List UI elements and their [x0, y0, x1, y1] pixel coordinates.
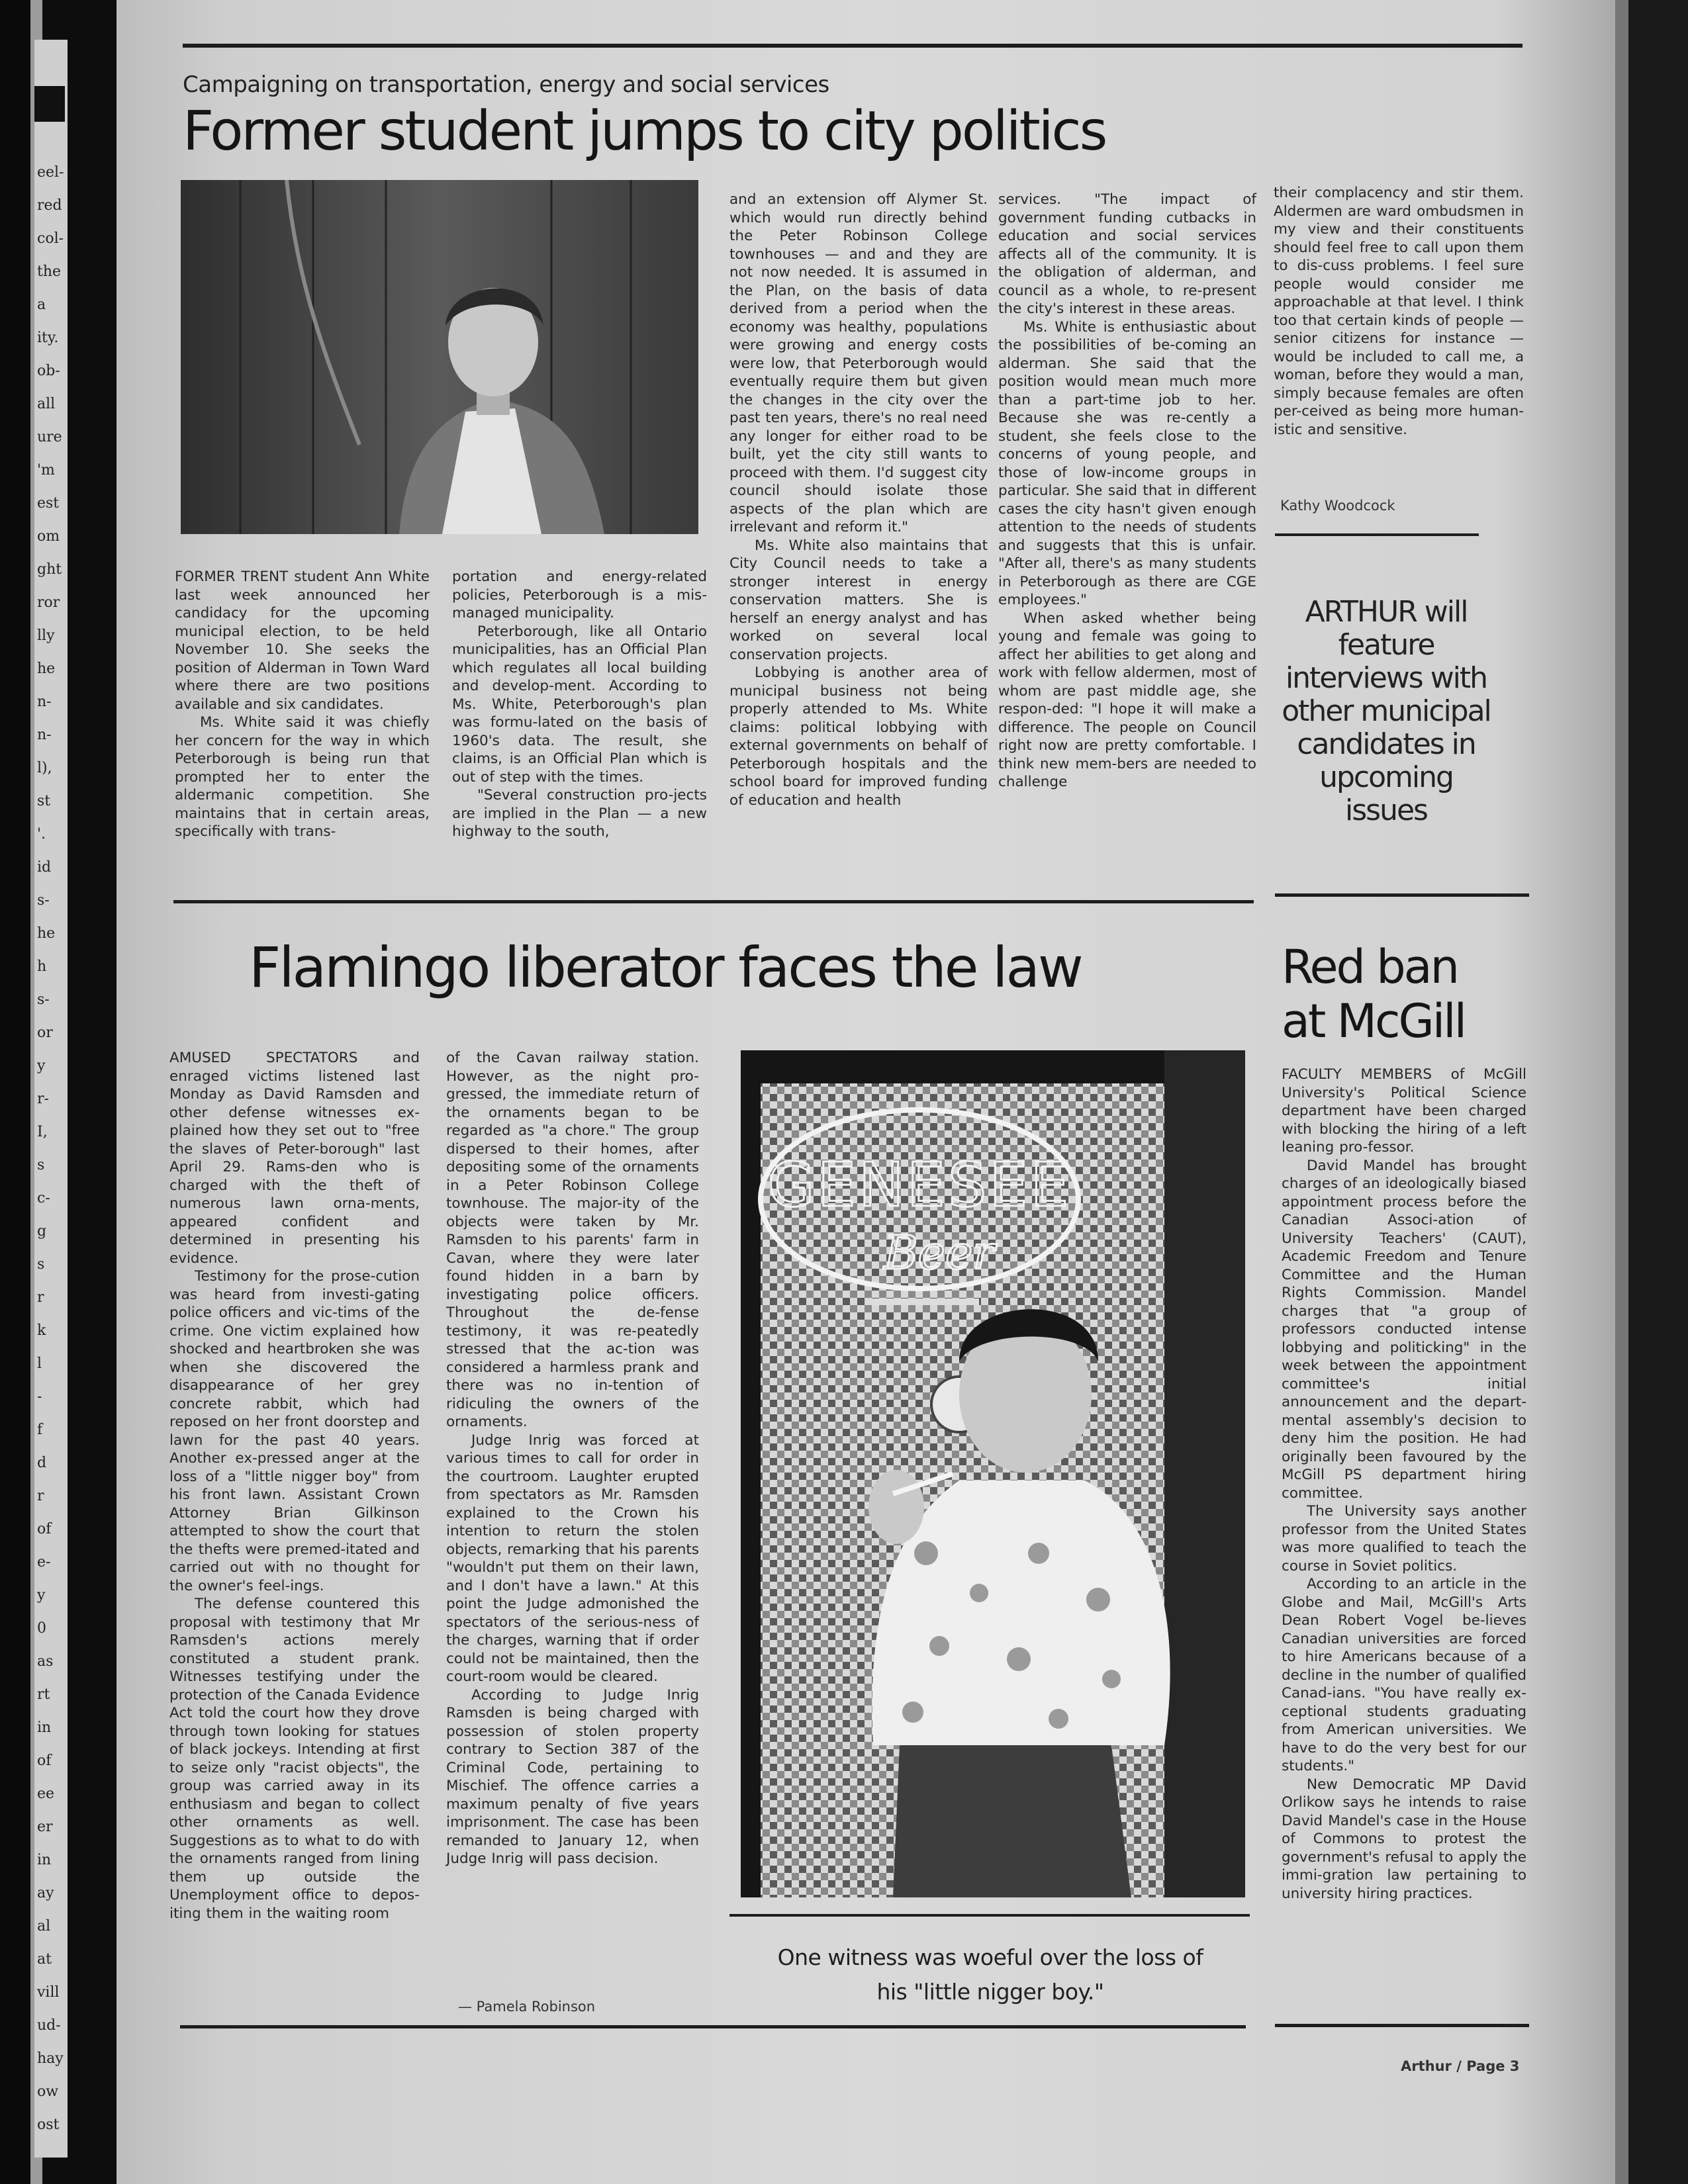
- previous-page-fragment: red: [37, 197, 62, 214]
- previous-page-fragment: ght: [37, 561, 62, 578]
- paragraph: FACULTY MEMBERS of McGill University's Political Science department have been charged with blocking the hiring of a left leaning pro-fessor.: [1282, 1066, 1526, 1156]
- previous-page-fragment: he: [37, 925, 56, 942]
- paragraph: According to an article in the Globe and Mail, McGill's Arts Dean Robert Vogel be-lieves Canadian universities are forced to hire Americans because of a decline in the number of qualified Canad-ians. "You have really ex-ceptional students graduating from American universities. We have to do the very best for our students.": [1282, 1576, 1526, 1774]
- bottom-rule-left: [180, 2025, 1246, 2028]
- mcgill-headline-line-2: at McGill: [1282, 994, 1466, 1048]
- previous-page-fragment: I,: [37, 1124, 48, 1140]
- story-headline: Former student jumps to city politics: [183, 100, 1106, 163]
- previous-page-fragment: l: [37, 1355, 42, 1372]
- paragraph: Ms. White is enthusiastic about the possibilities of be-coming an alderman. She said that the position would mean much more than a part-time job to her. Because she was re-cently a student, she feels close to the concerns of young people, and those of low-income groups in particular. She said that in different cases the city hasn't given enough attention to the needs of students and suggests that this is unfair. "After all, there's as many students in Peterborough as there are CGE employees.": [998, 318, 1256, 608]
- top-story-byline: Kathy Woodcock: [1280, 498, 1395, 514]
- previous-page-fragment: er: [37, 1819, 53, 1835]
- paragraph: The University says another professor from the United States was more qualified to teach the course in Soviet politics.: [1282, 1503, 1526, 1574]
- previous-page-fragment: ay: [37, 1885, 54, 1901]
- top-story-column-5: [1274, 184, 1524, 439]
- previous-page-fragment: c-: [37, 1190, 50, 1206]
- previous-page-fragment: d: [37, 1455, 47, 1471]
- previous-page-fragment: of: [37, 1521, 52, 1537]
- previous-page-fragment: r-: [37, 1091, 49, 1107]
- paragraph: portation and energy-related policies, Peterborough is a mis-managed municipality.: [452, 569, 707, 621]
- previous-page-fragment: of: [37, 1752, 52, 1769]
- previous-page-fragment: -: [37, 1388, 42, 1405]
- paragraph: The defense countered this proposal with testimony that Mr Ramsden's actions merely constituted a student prank. Witnesses testifying under the protection of the Canada Evidence Act told the court how they drove through town looking for statues of black jockeys. Intending at first to seize only "racist objects", the group was carried away in its enthusiasm and began to collect other ornaments as well. Suggestions as to what to do with the ornaments ranged from lining them up outside the Unemployment office to depos-iting them in the waiting room: [169, 1596, 420, 1922]
- previous-page-fragment: h: [37, 958, 47, 975]
- previous-page-fragment: all: [37, 396, 56, 412]
- previous-page-fragment: 'm: [37, 462, 55, 478]
- top-story-column-1: [175, 568, 430, 841]
- previous-page-fragment: y: [37, 1587, 46, 1604]
- previous-page-black-bar: [34, 86, 65, 122]
- page-folio: Arthur / Page 3: [1401, 2058, 1520, 2074]
- paragraph: Ms. White also maintains that City Council needs to take a stronger interest in energy conservation matters. She is herself an energy analyst and has worked on several local conservation projects.: [729, 537, 988, 663]
- mid-rule-left: [173, 900, 1254, 903]
- previous-page-fragment: a: [37, 296, 46, 313]
- byline-rule: [1275, 533, 1479, 536]
- beer-sign-text: Beer: [884, 1226, 995, 1280]
- previous-page-fragment: id: [37, 859, 52, 876]
- paragraph: and an extension off Alymer St. which would run directly behind the Peter Robinson College townhouses — and and they are not now needed. It is assumed in the Plan, on the basis of data derived from a period when the economy was healthy, populations were growing and energy costs were low, that Peterborough would eventually require them but given the changes in the city over the past ten years, there's no real need any longer for either road to be built, yet the city still wants to proceed with them. I'd suggest city council should isolate those aspects of the plan which are irrelevant and reform it.": [729, 191, 988, 535]
- flamingo-column-2: [446, 1049, 699, 1868]
- previous-page-fragment: s-: [37, 892, 50, 909]
- paragraph: Lobbying is another area of municipal business not being properly attended to Ms. White claims: political lobbying with external governments on behalf of Peterborough hospitals and the school board for improved funding of education and health: [729, 664, 988, 809]
- previous-page-fragment: the: [37, 263, 62, 280]
- genesee-sign-text: GENESEE: [767, 1150, 1072, 1220]
- previous-page-fragment: st: [37, 793, 51, 809]
- previous-page-fragment: ure: [37, 429, 62, 445]
- previous-page-fragment: y: [37, 1058, 46, 1074]
- previous-page-fragment: ity.: [37, 330, 59, 346]
- previous-page-fragment: s: [37, 1157, 45, 1173]
- previous-page-fragment: in: [37, 1852, 52, 1868]
- previous-page-fragment: col-: [37, 230, 64, 247]
- previous-page-fragment: ow: [37, 2083, 59, 2100]
- right-page-edge: [1615, 0, 1688, 2184]
- bottom-rule-right: [1275, 2024, 1529, 2027]
- paragraph: Judge Inrig was forced at various times to call for order in the courtroom. Laughter erupted from spectators as Mr. Ramsden explained to the Crown his intention to return the stolen objects, remarking that his parents "wouldn't put them on their lawn, and I don't have a lawn." At this point the Judge admonished the spectators of the serious-ness of the charges, warning that if order could not be maintained, then the court-room would be cleared.: [446, 1432, 700, 1685]
- paragraph: Ms. White said it was chiefly her concern for the way in which Peterborough is being run that prompted her to enter the aldermanic competition. She maintains that in certain areas, specifically with trans-: [175, 714, 430, 840]
- previous-page-fragment: s-: [37, 991, 50, 1008]
- arthur-promo: ARTHUR will feature interviews with other municipal candidates in upcoming issues: [1282, 595, 1491, 827]
- previous-page-fragment: al: [37, 1918, 51, 1934]
- newspaper-page: [117, 0, 1618, 2184]
- previous-page-edge: [34, 40, 68, 2158]
- top-story-column-2: [452, 568, 707, 841]
- paragraph: their complacency and stir them. Aldermen are ward ombudsmen in my view and their constituents should feel free to call upon them to dis-cuss problems. I feel sure people would consider me approachable at that level. I think too that certain kinds of people — senior citizens for instance — would be included to call me, a woman, before they would a man, simply because females are often per-ceived as being more human-istic and sensitive.: [1274, 185, 1524, 438]
- paragraph: Peterborough, like all Ontario municipalities, has an Official Plan which regulates all local building and develop-ment. According to Ms. White, Peterborough's plan was formu-lated on the basis of 1960's data. The result, she claims, is an Official Plan which is out of step with the times.: [452, 623, 707, 786]
- flamingo-column-1: [169, 1049, 420, 1923]
- top-story-column-3: [729, 191, 988, 809]
- mcgill-column: [1282, 1066, 1526, 1903]
- previous-page-fragment: hay: [37, 2050, 64, 2067]
- previous-page-fragment: rt: [37, 1686, 50, 1703]
- previous-page-fragment: vill: [37, 1984, 60, 2001]
- previous-page-fragment: g: [37, 1223, 47, 1240]
- paragraph: AMUSED SPECTATORS and enraged victims listened last Monday as David Ramsden and other defense witnesses ex-plained how they set out to "free the slaves of Peter-borough" last April 29. Rams-den who is charged with the theft of numerous lawn orna-ments, appeared confident and determined in presenting his evidence.: [169, 1050, 420, 1267]
- flamingo-byline: — Pamela Robinson: [458, 1999, 596, 2015]
- previous-page-fragment: om: [37, 528, 60, 545]
- caption-rule: [729, 1914, 1250, 1917]
- witness-photo: [741, 1050, 1245, 1897]
- ann-white-photo: [181, 180, 698, 534]
- previous-page-fragment: k: [37, 1322, 46, 1339]
- paragraph: services. "The impact of government funding cutbacks in education and social services affects all of the community. It is the obligation of alderman, and council as a whole, to re-present the city's interest in these areas.: [998, 191, 1256, 317]
- previous-page-fragment: r: [37, 1488, 44, 1504]
- previous-page-fragment: or: [37, 1024, 53, 1041]
- previous-page-fragment: in: [37, 1719, 52, 1736]
- previous-page-fragment: as: [37, 1653, 54, 1670]
- previous-page-fragment: r: [37, 1289, 44, 1306]
- previous-page-fragment: n-: [37, 694, 52, 710]
- previous-page-fragment: 0: [37, 1620, 46, 1637]
- paragraph: of the Cavan railway station. However, as the night pro-gressed, the immediate return of the ornaments began to be regarded as "a chore." The group dispersed to their homes, after depositing some of the ornaments in a Peter Robinson College townhouse. The major-ity of the objects were taken by Mr. Ramsden to his parents' farm in Cavan, where they were later found hidden in a barn by investigating police officers. Throughout the de-fense testimony, it was re-peatedly stressed that the ac-tion was considered a harmless prank and there was no in-tention of ridiculing the owners of the ornaments.: [446, 1050, 699, 1430]
- previous-page-fragment: ee: [37, 1786, 55, 1802]
- previous-page-fragment: n-: [37, 727, 52, 743]
- previous-page-fragment: s: [37, 1256, 45, 1273]
- previous-page-fragment: ror: [37, 594, 60, 611]
- flamingo-headline: Flamingo liberator faces the law: [249, 935, 1082, 1000]
- story-kicker: Campaigning on transportation, energy and social services: [183, 71, 829, 98]
- paragraph: According to Judge Inrig Ramsden is being charged with possession of stolen property contrary to Section 387 of the Criminal Code, pertaining to Mischief. The offence carries a maximum penalty of five years imprisonment. The case has been remanded to January 12, when Judge Inrig will pass decision.: [446, 1686, 699, 1867]
- paragraph: David Mandel has brought charges of an ideologically biased appointment process before the Canadian Associ-ation of University Teachers' (CAUT), Academic Freedom and Tenure Committee and the Human Rights Commission. Mandel charges that "a group of professors conducted intense lobbying and politicking" in the week between the appointment committee's initial announcement and the depart-mental assembly's decision to deny him the position. He had originally been favoured by the McGill PS department hiring committee.: [1282, 1157, 1526, 1502]
- mid-rule-right: [1275, 893, 1529, 897]
- paragraph: New Democratic MP David Orlikow says he intends to raise David Mandel's case in the House of Commons to protest the government's refusal to apply the immi-gration law pertaining to university hiring practices.: [1282, 1776, 1526, 1902]
- previous-page-fragment: e-: [37, 1554, 51, 1570]
- previous-page-fragment: est: [37, 495, 60, 512]
- previous-page-fragment: eel-: [37, 164, 64, 181]
- paragraph: FORMER TRENT student Ann White last week announced her candidacy for the upcoming municipal election, to be held November 10. She seeks the position of Alderman in Town Ward where there are two positions available and six candidates.: [175, 569, 430, 713]
- top-rule: [183, 44, 1523, 48]
- paragraph: "Several construction pro-jects are implied in the Plan — a new highway to the south,: [452, 787, 707, 840]
- photo-caption: One witness was woeful over the loss of his "little nigger boy.": [777, 1944, 1203, 2005]
- paragraph: When asked whether being young and female was going to affect her abilities to get along and work with fellow aldermen, most of whom are past middle age, she respon-ded: "I hope it will make a difference. The people on Council right now are pretty comfortable. I think new mem-bers are needed to challenge: [998, 610, 1256, 790]
- previous-page-fragment: ost: [37, 2116, 60, 2133]
- previous-page-fragment: ud-: [37, 2017, 61, 2034]
- previous-page-fragment: at: [37, 1951, 52, 1968]
- previous-page-fragment: l),: [37, 760, 52, 776]
- mcgill-headline-line-1: Red ban: [1282, 940, 1458, 994]
- previous-page-fragment: he: [37, 660, 56, 677]
- paragraph: Testimony for the prose-cution was heard from investi-gating police officers and vic-tims of the crime. One victim explained how shocked and heartbroken she was when she discovered the disappearance of her grey concrete rabbit, which had reposed on her front doorstep and lawn for the past 40 years. Another ex-pressed anger at the loss of a "little nigger boy" from his front lawn. Assistant Crown Attorney Brian Gilkinson attempted to show the court that the thefts were premed-itated and carried out with no thought for the owner's feel-ings.: [169, 1268, 420, 1594]
- previous-page-fragment: f: [37, 1422, 43, 1438]
- previous-page-fragment: '.: [37, 826, 46, 842]
- previous-page-fragment: lly: [37, 627, 55, 644]
- previous-page-fragment: ob-: [37, 363, 60, 379]
- top-story-column-4: [998, 191, 1256, 792]
